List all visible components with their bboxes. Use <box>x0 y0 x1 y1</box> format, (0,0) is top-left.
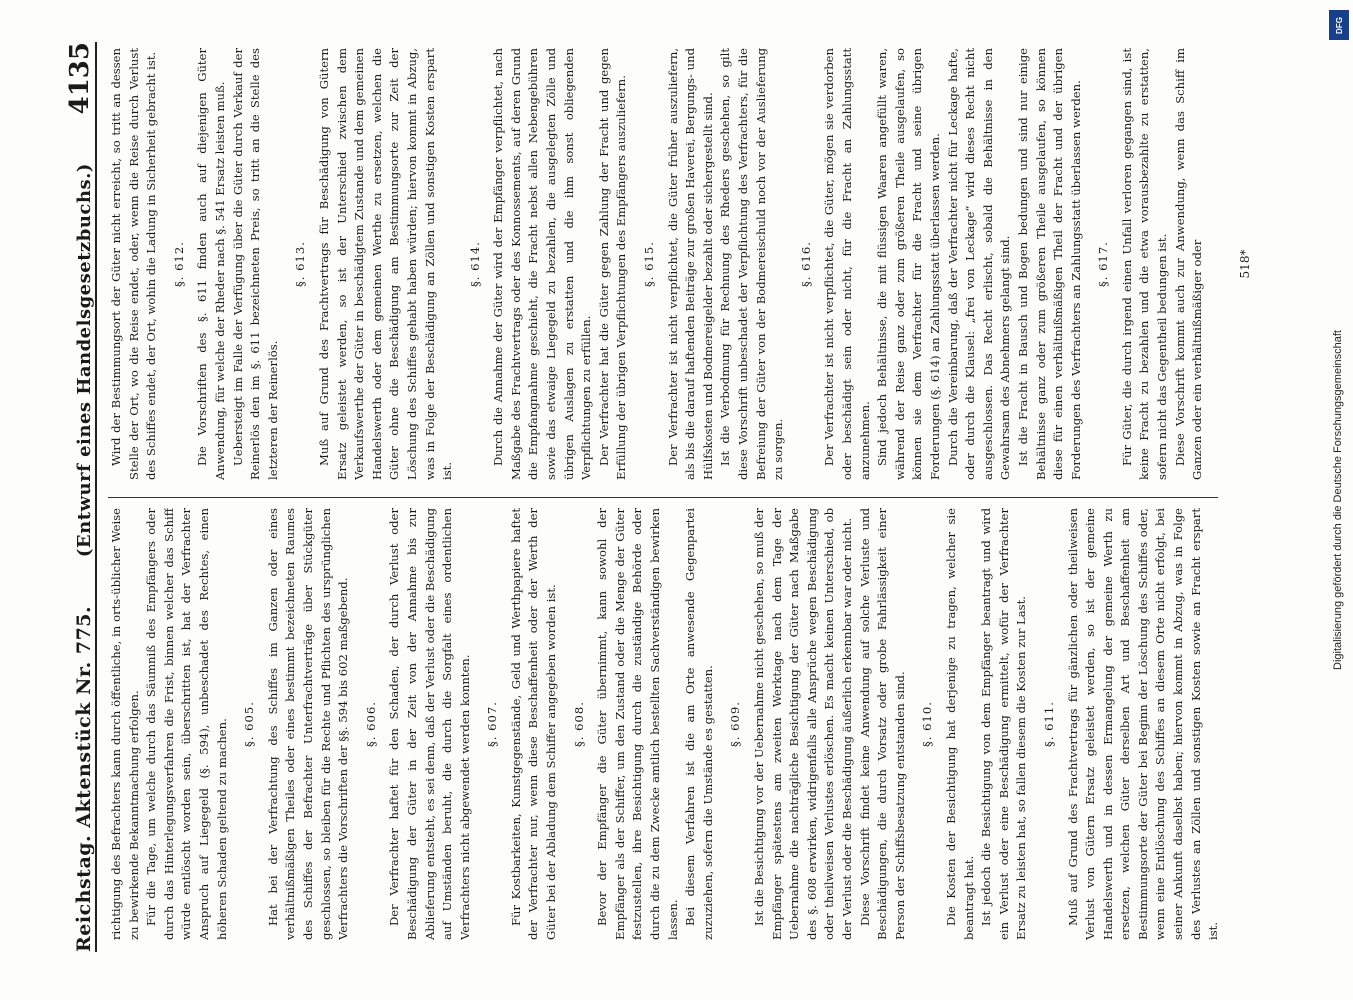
right-column <box>108 48 1228 480</box>
page-header <box>55 42 97 952</box>
section-heading: §. 613. <box>293 241 308 287</box>
paragraph: Durch die Vereinbarung, daß der Verfrachter nicht für Leckage hafte, oder durch die Klausel: „frei von Leckage“ wird dieses Recht nicht ausgeschlossen. Das Recht erlischt, sobald die Behältnisse in den Gewahrsam des Abnehmers gelangt sind. <box>945 48 1013 480</box>
section-heading: §. 611. <box>1041 701 1056 747</box>
paragraph: Der Verfrachter ist nicht verpflichtet, die Güter früher auszuliefern, als bis die darauf haftenden Beiträge zur großen Haverei, Bergungs- und Hülfskosten und Bodmereigelder bezahlt oder sichergestellt sind. <box>665 48 715 480</box>
digitization-credit <box>1325 10 1347 990</box>
section-heading: §. 609. <box>728 701 743 747</box>
paragraph: richtigung des Befrachters kann durch öffentliche, in orts-üblicher Weise zu bewirkende Bekanntmachung erfolgen. <box>109 508 141 940</box>
paragraph: Für Kostbarkeiten, Kunstgegenstände, Geld und Werthpapiere haftet der Verfrachter nur, wenn diese Beschaffenheit oder der Werth der Güter bei der Abladung dem Schiffer angegeben worden ist. <box>508 508 559 940</box>
section-heading: §. 606. <box>363 701 378 747</box>
paragraph: Muß auf Grund des Frachtvertrags für gänzlichen oder theilweisen Verlust von Gütern Ersatz geleistet werden, so ist der gemeine Handelswerth und in dessen Ermangelung der gemeine Werth zu ersetzen, welchen Güter derselben Art und Beschaffenheit am Bestimmungsorte der Güter bei Beginn der Löschung des Schiffes oder, wenn eine Entlöschung des Schiffes an diesem Orte nicht erfolgt, bei seiner Ankunft daselbst haben; hiervon kommt in Abzug, was in Folge des Verlustes an Zöllen und sonstigen Kosten sowie an Fracht erspart ist. <box>1065 508 1221 940</box>
paragraph: Durch die Annahme der Güter wird der Empfänger verpflichtet, nach Maßgabe des Frachtvertrags oder des Konnossements, auf deren Grund die Empfangnahme geschieht, die Fracht nebst allen Nebengebühren sowie das etwaige Liegegeld zu bezahlen, die ausgelegten Zölle und übrigen Auslagen zu erstatten und die ihm sonst obliegenden Verpflichtungen zu erfüllen. <box>491 48 594 480</box>
section-heading: §. 614. <box>467 241 482 287</box>
paragraph: Für die Tage, um welche durch das Säumniß des Empfängers oder durch das Hinterlegungsverfahren die Frist, binnen welcher das Schiff würde entlöscht worden sein, überschritten ist, hat der Verfrachter Anspruch auf Liegegeld (§. 594), unbeschadet des Rechtes, einen höheren Schaden geltend zu machen. <box>144 508 229 940</box>
paragraph: Muß auf Grund des Frachtvertrags für Beschädigung von Gütern Ersatz geleistet werden, so ist der Unterschied zwischen dem Verkaufswerthe der Güter in beschädigtem Zustande und dem gemeinen Handelswerth oder dem gemeinen Werthe zu ersetzen, welchen die Güter ohne die Beschädigung am Bestimmungsorte zur Zeit der Löschung des Schiffes gehabt haben würden; hiervon kommt in Abzug, was in Folge der Beschädigung an Zöllen und sonstigen Kosten erspart ist. <box>316 48 455 480</box>
paragraph: Die Kosten der Besichtigung hat derjenige zu tragen, welcher sie beantragt hat. <box>943 508 976 940</box>
paragraph: Sind jedoch Behältnisse, die mit flüssigen Waaren angefüllt waren, während der Reise ganz oder zum größeren Theile ausgelaufen, so können sie dem Verfrachter für die Fracht und seine übrigen Forderungen (§. 614) an Zahlungsstatt überlassen werden. <box>875 48 942 480</box>
page-number: 4135 <box>65 42 95 115</box>
section-heading: §. 612. <box>171 241 186 287</box>
section-heading: §. 615. <box>642 241 657 287</box>
left-column <box>108 508 1228 940</box>
credit-text: Digitalisierung gefördert durch die Deutsche Forschungsgemeinschaft <box>1332 330 1344 670</box>
paragraph: Bei diesem Verfahren ist die am Orte anwesende Gegenpartei zuzuziehen, sofern die Umstände es gestatten. <box>683 508 715 940</box>
paragraph: Wird der Bestimmungsort der Güter nicht erreicht, so tritt an dessen Stelle der Ort, wo die Reise endet, oder, wenn die Reise durch Verlust des Schiffes endet, der Ort, wohin die Ladung in Sicherheit gebracht ist. <box>109 48 159 480</box>
paragraph: Diese Vorschrift findet keine Anwendung auf solche Verluste und Beschädigungen, die durch Vorsatz oder grobe Fahrlässigkeit einer Person der Schiffsbesatzung entstanden sind. <box>857 508 907 940</box>
paragraph: Hat bei der Verfrachtung des Schiffes im Ganzen oder eines verhältnißmäßigen Theiles oder eines bestimmt bezeichneten Raumes des Schiffes der Befrachter Unterfrachtverträge über Stückgüter geschlossen, so bleiben für die Rechte und Pflichten des ursprünglichen Verfrachters die Vorschriften der §§. 594 bis 602 maßgebend. <box>265 508 351 940</box>
header-subtitle: (Entwurf eines Handelsgesetzbuchs.) <box>74 163 95 558</box>
dfg-logo: DFG <box>1329 10 1349 40</box>
section-heading: §. 616. <box>798 241 813 287</box>
paragraph: Für Güter, die durch irgend einen Unfall verloren gegangen sind, ist keine Fracht zu bezahlen und die etwa vorausbezahlte zu erstatten, sofern nicht das Gegentheil bedungen ist. <box>1119 48 1170 480</box>
paragraph: Ist die Verbodmung für Rechnung des Rheders geschehen, so gilt diese Vorschrift unbeschadet der Verpflichtung des Verfrachters, für die Befreiung der Güter von der Bodmereischuld noch vor der Auslieferung zu sorgen. <box>718 48 786 480</box>
paragraph: Uebersteigt im Falle der Verfügung über die Güter durch Verkauf der Reinerlös den im §. 611 bezeichneten Preis, so tritt an die Stelle des letzteren der Reinerlös. <box>230 48 280 480</box>
paragraph: Diese Vorschrift kommt auch zur Anwendung, wenn das Schiff im Ganzen oder ein verhältnißmäßiger oder <box>1172 48 1205 480</box>
paragraph: Der Verfrachter ist nicht verpflichtet, die Güter, mögen sie verdorben oder beschädigt sein oder nicht, für die Fracht an Zahlungsstatt anzunehmen. <box>822 48 872 480</box>
paragraph: Ist die Fracht in Bausch und Bogen bedungen und sind nur einige Behältnisse ganz oder zum größeren Theile ausgelaufen, so können diese für einen verhältnißmäßigen Theil der Fracht und der übrigen Forderungen des Verfrachters an Zahlungsstatt überlassen werden. <box>1015 48 1083 480</box>
paragraph: Der Verfrachter haftet für den Schaden, der durch Verlust oder Beschädigung der Güter in der Zeit von der Annahme bis zur Ablieferung entsteht, es sei denn, daß der Verlust oder die Beschädigung auf Umständen beruht, die durch die Sorgfalt eines ordentlichen Verfrachters nicht abgewendet werden konnten. <box>387 508 472 940</box>
section-heading: §. 608. <box>571 701 586 747</box>
paragraph: Die Vorschriften des §. 611 finden auch auf diejenigen Güter Anwendung, für welche der Rheder nach §. 541 Ersatz leisten muß. <box>195 48 227 480</box>
paragraph: Bevor der Empfänger die Güter übernimmt, kann sowohl der Empfänger als der Schiffer, um den Zustand oder die Menge der Güter festzustellen, ihre Besichtigung durch die zuständige Behörde oder durch die zu dem Zwecke amtlich bestellten Sachverständigen bewirken lassen. <box>595 508 680 940</box>
section-heading: §. 605. <box>242 701 257 747</box>
header-title: Reichstag. Aktenstück Nr. 775. <box>73 605 95 952</box>
paragraph: Ist die Besichtigung vor der Uebernahme nicht geschehen, so muß der Empfänger spätestens am zweiten Werktage nach dem Tage der Uebernahme die nachträgliche Besichtigung der Güter nach Maßgabe des §. 608 erwirken, widrigenfalls alle Ansprüche wegen Beschädigung oder theilweisen Verlustes erlöschen. Es macht keinen Unterschied, ob der Verlust oder die Beschädigung äußerlich erkennbar war oder nicht. <box>752 508 854 940</box>
section-heading: §. 607. <box>485 701 500 747</box>
paragraph: Ist jedoch die Besichtigung von dem Empfänger beantragt und wird ein Verlust oder eine Beschädigung ermittelt, wofür der Verfrachter Ersatz zu leisten hat, so fallen diesem die Kosten zur Last. <box>979 508 1029 940</box>
paragraph: Der Verfrachter hat die Güter gegen Zahlung der Fracht und gegen Erfüllung der übrigen Verpflichtungen des Empfängers auszuliefern. <box>596 48 629 480</box>
column-divider <box>108 497 1218 498</box>
section-heading: §. 610. <box>920 701 935 747</box>
signature-mark: 518* <box>1238 249 1252 279</box>
section-heading: §. 617. <box>1096 241 1111 287</box>
